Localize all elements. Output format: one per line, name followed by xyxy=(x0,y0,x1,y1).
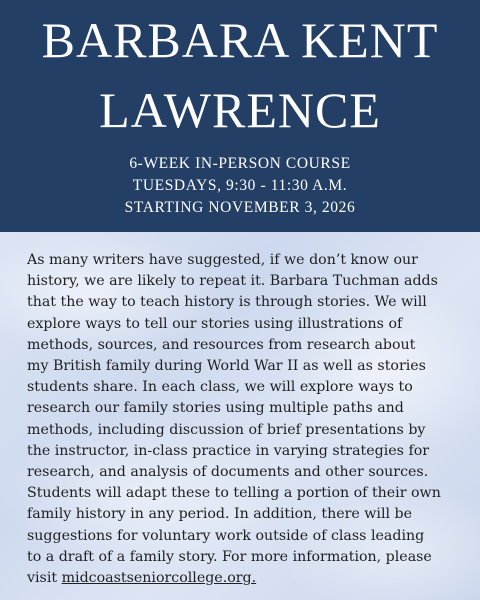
website-link[interactable]: midcoastseniorcollege.org. xyxy=(61,570,257,587)
description-line: my British family during World War II as well as stories xyxy=(27,358,426,375)
description-last-line xyxy=(27,568,459,589)
course-format: 6-WEEK IN-PERSON COURSE xyxy=(129,155,351,172)
description-line: suggestions for voluntary work outside of class leading xyxy=(27,527,425,544)
description-line: to a draft of a family story. For more information, please xyxy=(27,548,432,565)
course-schedule: TUESDAYS, 9:30 - 11:30 A.M. xyxy=(132,177,348,194)
description-line: explore ways to tell our stories using illustrations of xyxy=(27,315,403,332)
description-line: methods, including discussion of brief presentations by xyxy=(27,421,426,438)
description-line: family history in any period. In addition, there will be xyxy=(27,506,413,523)
description-line: methods, sources, and resources from research about xyxy=(27,336,416,353)
visit-prefix: visit xyxy=(27,570,62,587)
course-start-date: STARTING NOVEMBER 3, 2026 xyxy=(124,199,356,216)
course-description-panel xyxy=(0,232,480,600)
course-header xyxy=(0,0,480,232)
instructor-name-line-2: LAWRENCE xyxy=(99,82,381,138)
description-line: history, we are likely to repeat it. Barbara Tuchman adds xyxy=(27,273,438,290)
description-line: the instructor, in-class practice in varying strategies for xyxy=(27,442,430,459)
description-line: research our family stories using multiple paths and xyxy=(27,400,404,417)
description-line: research, and analysis of documents and other sources. xyxy=(27,464,429,481)
description-line: students share. In each class, we will explore ways to xyxy=(27,379,413,396)
description-line: that the way to teach history is through stories. We will xyxy=(27,294,427,311)
description-line: As many writers have suggested, if we don’t know our xyxy=(27,252,418,268)
instructor-name-line-1: BARBARA KENT xyxy=(41,12,439,68)
description-line: Students will adapt these to telling a portion of their own xyxy=(27,485,441,502)
course-description xyxy=(27,250,459,589)
